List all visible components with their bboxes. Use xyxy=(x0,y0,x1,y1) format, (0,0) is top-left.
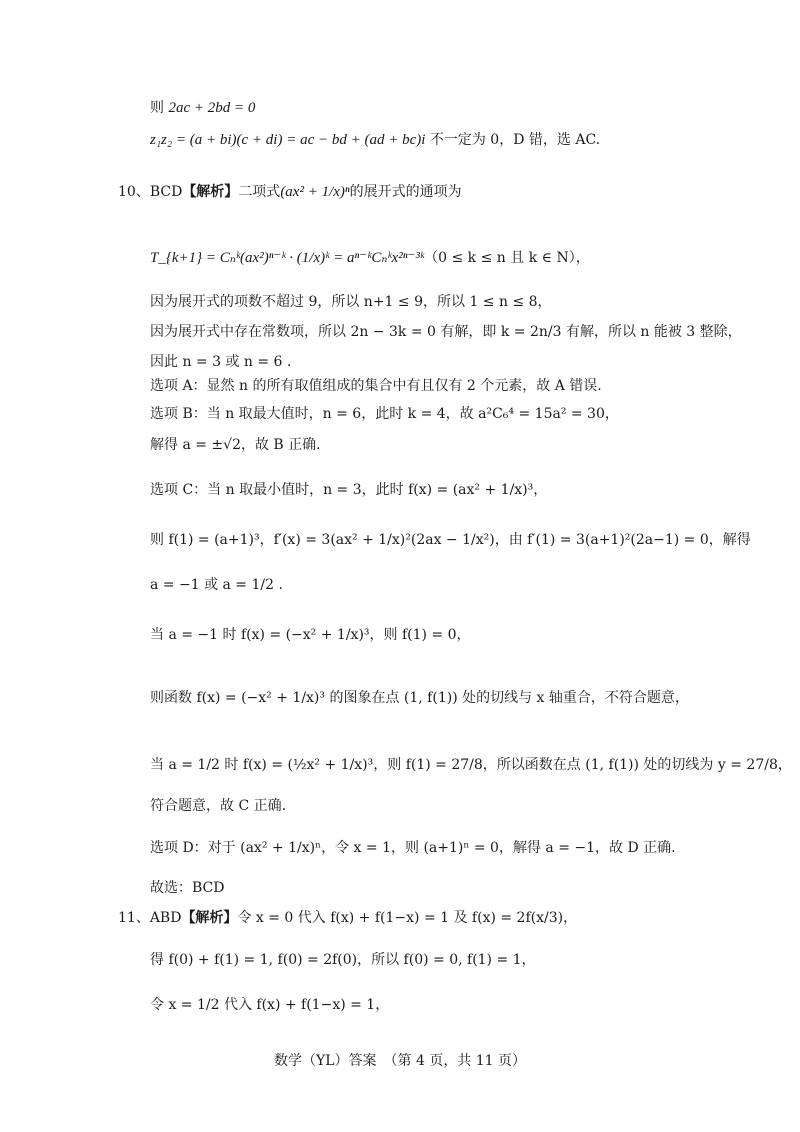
line-12: 则 f(1) = (a+1)³，f′(x) = 3(ax² + 1/x)²(2ax − 1/x²)，由 f′(1) = 3(a+1)²(2a−1) = 0，解得 xyxy=(150,532,751,548)
line-21: 得 f(0) + f(1) = 1, f(0) = 2f(0)，所以 f(0) = 0, f(1) = 1， xyxy=(150,952,536,968)
line-6: 因为展开式中存在常数项，所以 2n − 3k = 0 有解，即 k = 2n/3 有解，所以 n 能被 3 整除， xyxy=(150,324,742,340)
q10-heading: 10、BCD【解析】二项式(ax² + 1/x)ⁿ的展开式的通项为 xyxy=(118,184,462,200)
line-5: 因为展开式的项数不超过 9，所以 n+1 ≤ 9，所以 1 ≤ n ≤ 8， xyxy=(150,294,552,310)
q11-heading: 11、ABD【解析】令 x = 0 代入 f(x) + f(1−x) = 1 及 f(x) = 2f(x/3)， xyxy=(118,910,578,926)
line-13: a = −1 或 a = 1/2 . xyxy=(150,577,283,593)
option-c: 选项 C：当 n 取最小值时，n = 3，此时 f(x) = (ax² + 1/x)³， xyxy=(150,482,548,498)
line-16: 当 a = 1/2 时 f(x) = (½x² + 1/x)³，则 f(1) = 27/8，所以函数在点 (1, f(1)) 处的切线为 y = 27/8， xyxy=(150,757,792,773)
option-a: 选项 A：显然 n 的所有取值组成的集合中有且仅有 2 个元素，故 A 错误. xyxy=(150,378,602,394)
line-14: 当 a = −1 时 f(x) = (−x² + 1/x)³，则 f(1) = 0， xyxy=(150,627,471,643)
line-7: 因此 n = 3 或 n = 6 . xyxy=(150,354,292,370)
line-10: 解得 a = ±√2，故 B 正确. xyxy=(150,437,321,453)
line-1: 则 2ac + 2bd = 0 xyxy=(150,100,256,116)
option-d: 选项 D：对于 (ax² + 1/x)ⁿ，令 x = 1，则 (a+1)ⁿ = 0，解得 a = −1，故 D 正确. xyxy=(150,840,676,856)
option-b: 选项 B：当 n 取最大值时，n = 6，此时 k = 4，故 a²C₆⁴ = 15a² = 30， xyxy=(150,406,619,422)
page-footer: 数学（YL）答案 （第 4 页，共 11 页） xyxy=(273,1053,527,1069)
line-22: 令 x = 1/2 代入 f(x) + f(1−x) = 1， xyxy=(150,997,390,1013)
general-term: T_{k+1} = Cₙᵏ(ax²)ⁿ⁻ᵏ · (1/x)ᵏ = aⁿ⁻ᵏCₙᵏx²ⁿ⁻³ᵏ（0 ≤ k ≤ n 且 k ∈ N）， xyxy=(150,250,590,266)
q10-conclusion: 故选：BCD xyxy=(150,880,225,896)
line-17: 符合题意，故 C 正确. xyxy=(150,798,287,814)
line-15: 则函数 f(x) = (−x² + 1/x)³ 的图象在点 (1, f(1)) 处的切线与 x 轴重合，不符合题意， xyxy=(150,690,689,706)
line-2: z₁z₂ = (a + bi)(c + di) = ac − bd + (ad + bc)i 不一定为 0，D 错，选 AC. xyxy=(150,132,601,148)
